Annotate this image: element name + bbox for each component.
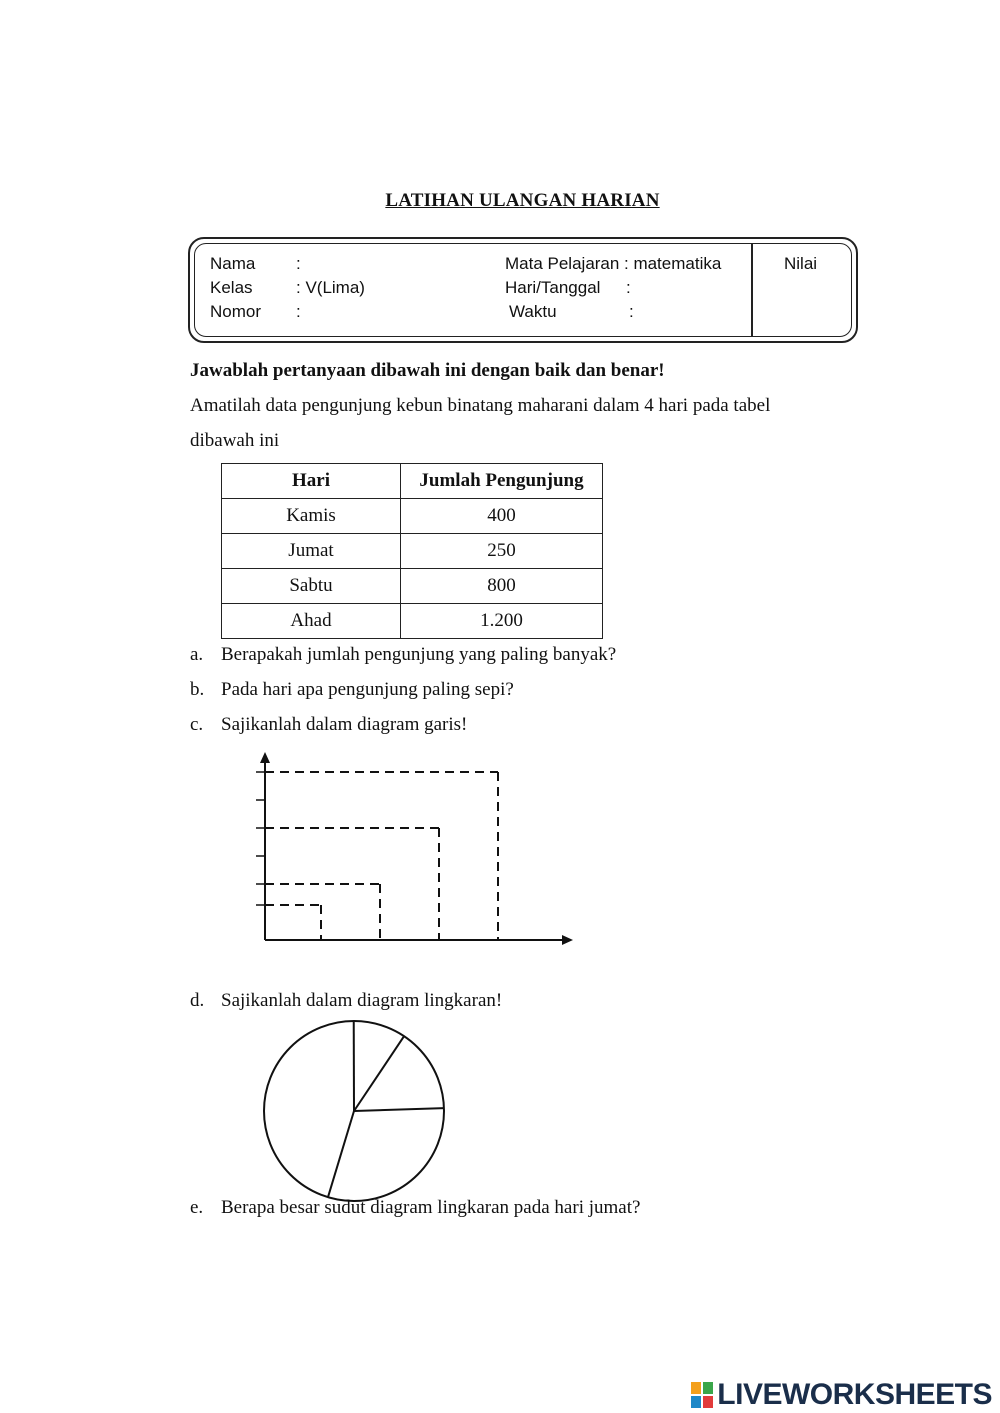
pie-slice-boundary xyxy=(354,1036,404,1111)
nama-value[interactable]: : xyxy=(296,254,301,273)
table-header: Jumlah Pengunjung xyxy=(401,464,603,499)
intro-line-2: dibawah ini xyxy=(190,430,280,451)
instruction: Jawablah pertanyaan dibawah ini dengan baik dan benar! xyxy=(190,360,665,381)
logo-text: LIVEWORKSHEETS xyxy=(717,1378,992,1411)
table-cell-count: 400 xyxy=(401,499,603,534)
table-cell-count: 250 xyxy=(401,534,603,569)
nama-label: Nama xyxy=(210,254,256,273)
waktu-label: Waktu xyxy=(509,302,557,321)
pie-slice-boundary xyxy=(328,1111,354,1197)
table-cell-day: Kamis xyxy=(222,499,401,534)
table-cell-day: Ahad xyxy=(222,604,401,639)
nilai-label: Nilai xyxy=(784,254,818,273)
table-cell-count: 800 xyxy=(401,569,603,604)
nomor-value[interactable]: : xyxy=(296,302,301,321)
question-letter-e: e. xyxy=(190,1197,204,1218)
table-cell-day: Sabtu xyxy=(222,569,401,604)
question-b: Pada hari apa pengunjung paling sepi? xyxy=(221,679,514,700)
mapel-value: : matematika xyxy=(624,254,722,273)
nomor-label: Nomor xyxy=(210,302,262,321)
liveworksheets-logo xyxy=(691,1378,992,1412)
question-letter-c: c. xyxy=(190,714,204,735)
waktu-value[interactable]: : xyxy=(629,302,634,321)
mapel-label: Mata Pelajaran xyxy=(505,254,620,273)
question-letter-b: b. xyxy=(190,679,205,700)
question-letter-d: d. xyxy=(190,990,205,1011)
table-cell-count: 1.200 xyxy=(401,604,603,639)
question-e: Berapa besar sudut diagram lingkaran pada hari jumat? xyxy=(221,1197,641,1218)
question-letter-a: a. xyxy=(190,644,204,665)
hari-label: Hari/Tanggal xyxy=(505,278,601,297)
question-a: Berapakah jumlah pengunjung yang paling banyak? xyxy=(221,644,617,665)
kelas-value: : V(Lima) xyxy=(296,278,365,297)
intro-line-1: Amatilah data pengunjung kebun binatang maharani dalam 4 hari pada tabel xyxy=(190,395,771,416)
pie-slice-boundary xyxy=(354,1108,444,1111)
question-d: Sajikanlah dalam diagram lingkaran! xyxy=(221,990,503,1011)
logo-icon xyxy=(691,1382,713,1408)
hari-value[interactable]: : xyxy=(626,278,631,297)
table-header: Hari xyxy=(222,464,401,499)
kelas-label: Kelas xyxy=(210,278,253,297)
table-cell-day: Jumat xyxy=(222,534,401,569)
page-title: LATIHAN ULANGAN HARIAN xyxy=(385,190,660,211)
question-c: Sajikanlah dalam diagram garis! xyxy=(221,714,468,735)
